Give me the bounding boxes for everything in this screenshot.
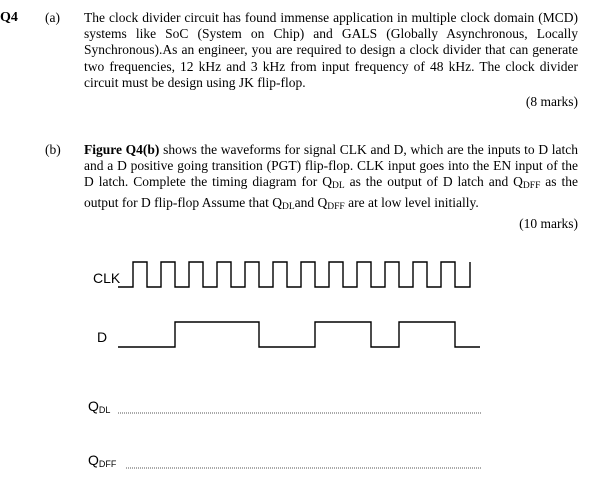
d-signal-label: D [97, 329, 108, 345]
part-b-text-2: as the output of D latch and Q [344, 174, 523, 190]
part-b-label: (b) [45, 142, 61, 157]
subscript-dl-2: DL [281, 201, 295, 212]
part-b-text-4: and Q [294, 194, 328, 210]
qdl-letter: Q [88, 398, 99, 414]
figure-reference: Figure Q4(b) [84, 142, 160, 157]
subscript-dl: DL [331, 181, 345, 192]
part-b-text-3: as the output for D flip-flop Assume that Q [84, 174, 578, 210]
subscript-dff: DFF [522, 181, 541, 192]
d-waveform [118, 322, 480, 347]
qdl-subscript: DL [98, 405, 111, 415]
part-a-text: The clock divider circuit has found immense application in multiple clock domain (MCD) systems like SoC (System on Chip) and GALS (Globally Asynchronous, Locally Synchronous).As an engineer, you are required to design a clock divider that can generate two frequencies, 12 kHz and 3 kHz from input frequency of 48 kHz. The clock divider circuit must be design using JK flip-flop. [84, 10, 578, 90]
clk-waveform [118, 262, 470, 287]
subscript-dff-2: DFF [327, 201, 345, 212]
qdff-subscript: DFF [98, 459, 117, 469]
part-a-label: (a) [45, 10, 60, 25]
part-b-text-1: shows the waveforms for signal CLK and D, which are the inputs to D latch and a D positive going transition (PGT) flip-flop. CLK input goes into the EN input of the D latch. Complete the timing diagram for Q [84, 142, 578, 190]
question-number: Q4 [0, 10, 18, 25]
part-b-text-5: are at low level initially. [344, 194, 479, 210]
qdff-letter: Q [88, 452, 99, 468]
clk-signal-label: CLK [93, 270, 121, 286]
part-a-marks: (8 marks) [525, 94, 578, 109]
part-b-marks: (10 marks) [519, 216, 578, 231]
